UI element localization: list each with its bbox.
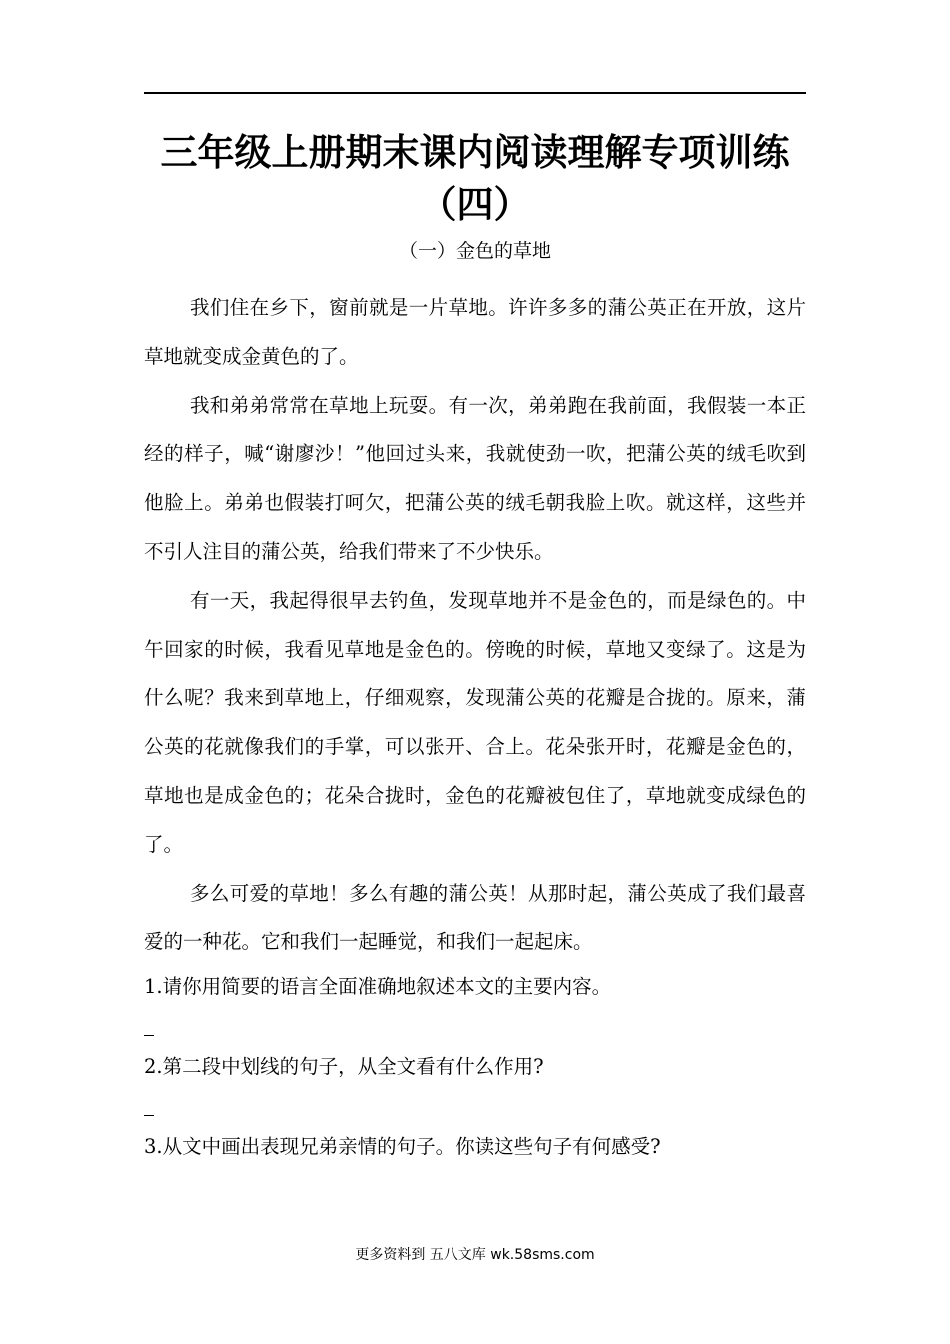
question-1: 1.请你用简要的语言全面准确地叙述本文的主要内容。 xyxy=(144,975,612,999)
paragraph-4: 多么可爱的草地！多么有趣的蒲公英！从那时起，蒲公英成了我们最喜爱的一种花。它和我们一起睡觉，和我们一起起床。 xyxy=(144,881,806,954)
paragraph-2: 我和弟弟常常在草地上玩耍。有一次，弟弟跑在我前面，我假装一本正经的样子，喊“谢廖沙！”他回过头来，我就使劲一吹，把蒲公英的绒毛吹到他脸上。弟弟也假装打呵欠，把蒲公英的绒毛朝我脸上吹。就这样，这些并不引人注目的蒲公英，给我们带来了不少快乐。 xyxy=(144,393,806,563)
header-rule xyxy=(144,92,806,94)
answer-blank-1[interactable] xyxy=(144,1007,806,1047)
answer-blank-2[interactable] xyxy=(144,1087,806,1127)
question-3: 3.从文中画出表现兄弟亲情的句子。你读这些句子有何感受? xyxy=(144,1135,661,1159)
footer-source: 更多资料到 五八文库 wk.58sms.com xyxy=(355,1247,595,1263)
article-body xyxy=(144,284,806,1167)
page-title-line2: （四） xyxy=(419,183,531,226)
section-subtitle: （一）金色的草地 xyxy=(398,240,551,262)
paragraph-1: 我们住在乡下，窗前就是一片草地。许许多多的蒲公英正在开放，这片草地就变成金黄色的了。 xyxy=(144,296,806,368)
page-title-line1: 三年级上册期末课内阅读理解专项训练 xyxy=(160,131,790,174)
question-2: 2.第二段中划线的句子，从全文看有什么作用? xyxy=(144,1055,544,1079)
paragraph-3: 有一天，我起得很早去钓鱼，发现草地并不是金色的，而是绿色的。中午回家的时候，我看见草地是金色的。傍晚的时候，草地又变绿了。这是为什么呢？我来到草地上，仔细观察，发现蒲公英的花瓣是合拢的。原来，蒲公英的花就像我们的手掌，可以张开、合上。花朵张开时，花瓣是金色的，草地也是成金色的；花朵合拢时，金色的花瓣被包住了，草地就变成绿色的了。 xyxy=(144,588,806,856)
